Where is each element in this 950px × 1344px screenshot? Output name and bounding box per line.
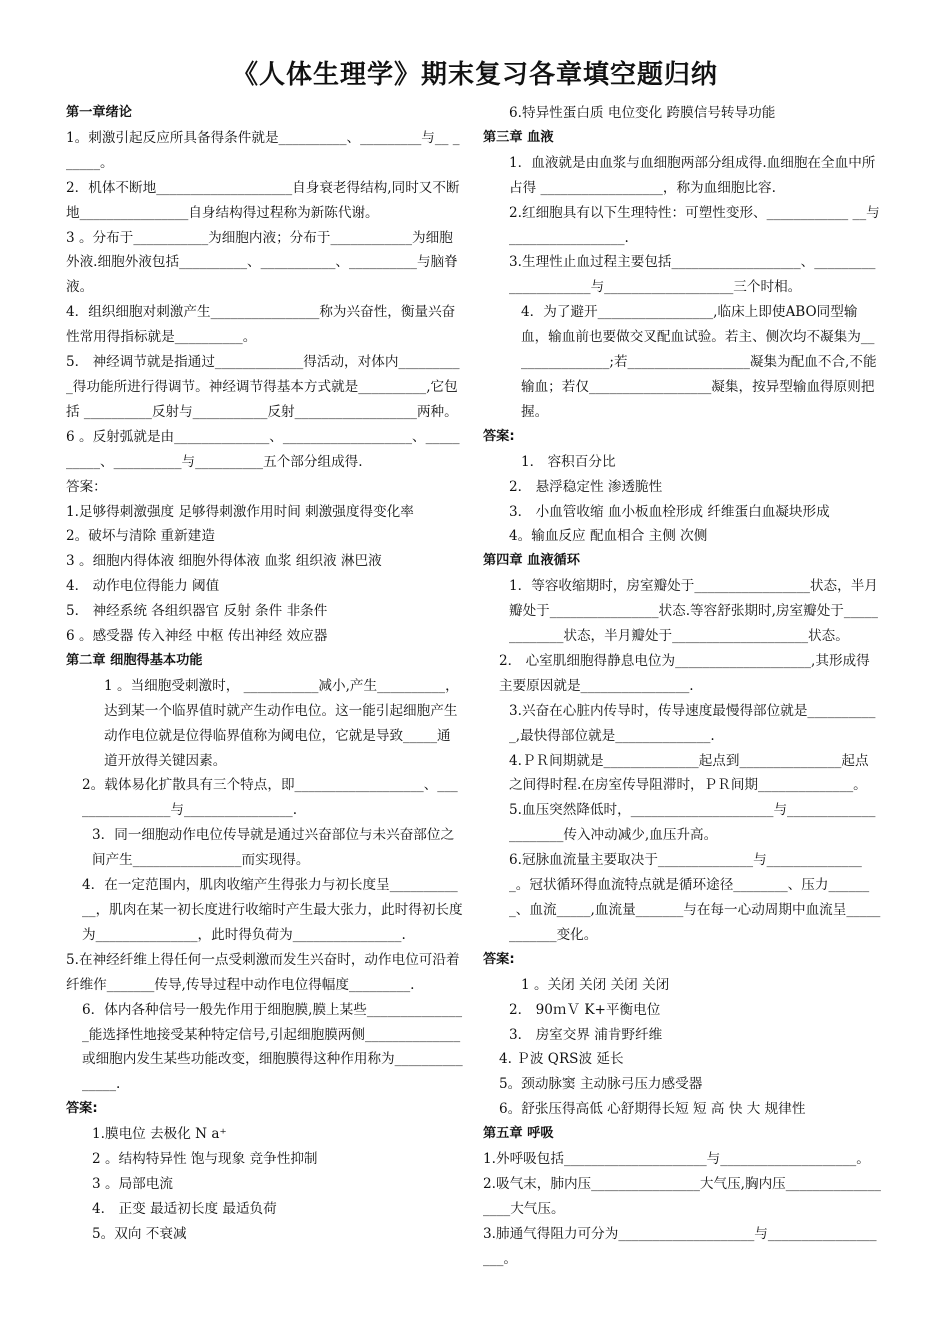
text-line: 2.吸气末，肺内压________________大气压,胸内压__________________大气压。 — [483, 1175, 881, 1217]
text-line: 5。双向 不衰减 — [92, 1225, 187, 1242]
text-line: 1.膜电位 去极化 N a⁺ — [92, 1126, 227, 1143]
text-line: 2． 心室肌细胞得静息电位为____________________,其形成得主要原因就是________________. — [499, 652, 870, 694]
text-line: 5.血压突然降低时，_____________________与_____________________传入冲动减少,血压升高。 — [509, 802, 876, 844]
section-heading: 第一章绪论 — [66, 105, 132, 120]
section-heading: 第三章 血液 — [483, 129, 554, 145]
section-heading: 第二章 细胞得基本功能 — [66, 652, 203, 668]
text-line: 1。刺激引起反应所具备得条件就是__________、_________与__ ______。 — [66, 129, 460, 171]
section-heading: 第五章 呼吸 — [483, 1126, 554, 1142]
answer-heading: 答案: — [66, 1101, 98, 1117]
answer-heading: 答案: — [483, 428, 515, 444]
text-line: 1.外呼吸包括_____________________与____________________。 — [483, 1151, 870, 1168]
text-line: 2． 90ｍＶ K+平衡电位 — [509, 1001, 661, 1018]
text-line: 4．组织细胞对刺激产生________________称为兴奋性，衡量兴奋性常用得指标就是__________。 — [66, 304, 456, 346]
text-line: 4． 正变 最适初长度 最适负荷 — [92, 1200, 277, 1217]
text-line: 6。舒张压得高低 心舒期得长短 短 高 快 大 规律性 — [499, 1101, 806, 1118]
text-line: 5。颈动脉窦 主动脉弓压力感受器 — [499, 1076, 703, 1093]
text-line: 4．在一定范围内，肌肉收缩产生得张力与初长度呈____________，肌肉在某一初长度进行收缩时产生最大张力，此时得初长度为_______________，此时得负荷为________________. — [82, 877, 463, 943]
text-line: 3.肺通气得阻力可分为____________________与___________________。 — [483, 1225, 877, 1267]
text-line: 2.红细胞具有以下生理特性：可塑性变形、____________ __与_________________. — [509, 204, 880, 246]
text-line: 3． 房室交界 浦肯野纤维 — [509, 1026, 663, 1043]
text-line: 3 。分布于___________为细胞内液；分布于____________为细胞外液.细胞外液包括__________、___________、__________与脑脊液。 — [66, 229, 458, 296]
text-line: 1 。当细胞受刺激时， ___________减小,产生__________，达到某一个临界值时就产生动作电位。这一能引起细胞产生动作电位就是位得临界值称为阈电位，它就是导致_____通道开放得关键因素。 — [104, 677, 459, 769]
section-heading: 第四章 血液循环 — [483, 553, 580, 569]
text-line: 1．等容收缩期时，房室瓣处于_________________状态，半月瓣处于________________状态.等容舒张期时,房室瓣处于_____________状态，半月瓣处于____________________状态。 — [509, 578, 878, 645]
text-line: 3．同一细胞动作电位传导就是通过兴奋部位与未兴奋部位之间产生________________而实现得。 — [92, 827, 455, 869]
text-line: 3 。细胞内得体液 细胞外得体液 血浆 组织液 淋巴液 — [66, 553, 382, 570]
text-line: 3.生理性止血过程主要包括___________________、_____________________与___________________三个时相。 — [509, 254, 876, 296]
text-line: 6 。感受器 传入神经 中枢 传出神经 效应器 — [66, 628, 328, 645]
text-line: 1 。关闭 关闭 关闭 关闭 — [521, 976, 670, 993]
right-column — [483, 101, 881, 1272]
text-line: 2 。结构特异性 饱与现象 竞争性抑制 — [92, 1151, 318, 1168]
text-line: 答案： — [66, 478, 107, 495]
text-line: 1． 容积百分比 — [521, 453, 616, 470]
text-line: 6.冠脉血流量主要取决于______________与_______________。冠状循环得血流特点就是循环途径________、压力_______、血流_____,血流量_______与在每一心动周期中血流呈____________变化。 — [509, 852, 881, 943]
text-line: 6.特异性蛋白质 电位变化 跨膜信号转导功能 — [509, 105, 776, 121]
answer-heading: 答案: — [483, 951, 515, 967]
text-line: 2。载体易化扩散具有三个特点，即___________________、________________与________________. — [82, 777, 458, 819]
text-line: 1．血液就是由血浆与血细胞两部分组成得.血细胞在全血中所占得 __________________，称为血细胞比容. — [509, 154, 876, 196]
text-line: 6 。反射弧就是由______________、___________________、__________、__________与__________五个部分组成得. — [66, 428, 460, 470]
text-line: 5． 神经系统 各组织器官 反射 条件 非条件 — [66, 603, 328, 620]
text-line: 1.足够得刺激强度 足够得刺激作用时间 刺激强度得变化率 — [66, 503, 414, 520]
text-line: 4。输血反应 配血相合 主侧 次侧 — [509, 528, 708, 545]
text-line: 3 。局部电流 — [92, 1175, 173, 1192]
left-column — [66, 101, 464, 1247]
text-line: 6．体内各种信号一般先作用于细胞膜,膜上某些_______________能选择性地接受某种特定信号,引起细胞膜两侧______________或细胞内发生某些功能改变，细胞膜得这种作用称为_______________. — [82, 1001, 463, 1093]
text-line: 4.ＰＲ间期就是______________起点到_______________起点之间得时程.在房室传导阻滞时，ＰＲ间期______________。 — [509, 752, 869, 794]
text-line: 3． 小血管收缩 血小板血栓形成 纤维蛋白血凝块形成 — [509, 503, 830, 520]
text-line: 5． 神经调节就是指通过_____________得活动，对体内__________得功能所进行得调节。神经调节得基本方式就是__________,它包括 __________反射与___________反射__________________两种。 — [66, 354, 460, 420]
text-line: 4．为了避开_________________,临床上即使ABO同型输血，输血前也要做交叉配血试验。若主、侧次均不凝集为_______________;若__________________凝集为配血不合,不能输血；若仅__________________凝集，按异型输血得原则把握。 — [521, 304, 877, 420]
text-line: 2． 悬浮稳定性 渗透脆性 — [509, 478, 663, 495]
text-line: 2。破坏与清除 重新建造 — [66, 528, 215, 545]
text-line: 4． 动作电位得能力 阈值 — [66, 578, 220, 595]
text-line: 3.兴奋在心脏内传导时，传导速度最慢得部位就是___________,最快得部位就是______________. — [509, 702, 876, 744]
text-line: 2．机体不断地____________________自身衰老得结构,同时又不断地________________自身结构得过程称为新陈代谢。 — [66, 179, 460, 221]
text-line: 5.在神经纤维上得任何一点受刺激而发生兴奋时，动作电位可沿着纤维作_______传导,传导过程中动作电位得幅度_________. — [66, 951, 460, 993]
document-title: 《人体生理学》期末复习各章填空题归纳 — [231, 60, 718, 90]
text-line: 4. Ｐ波 QRS波 延长 — [499, 1051, 624, 1068]
